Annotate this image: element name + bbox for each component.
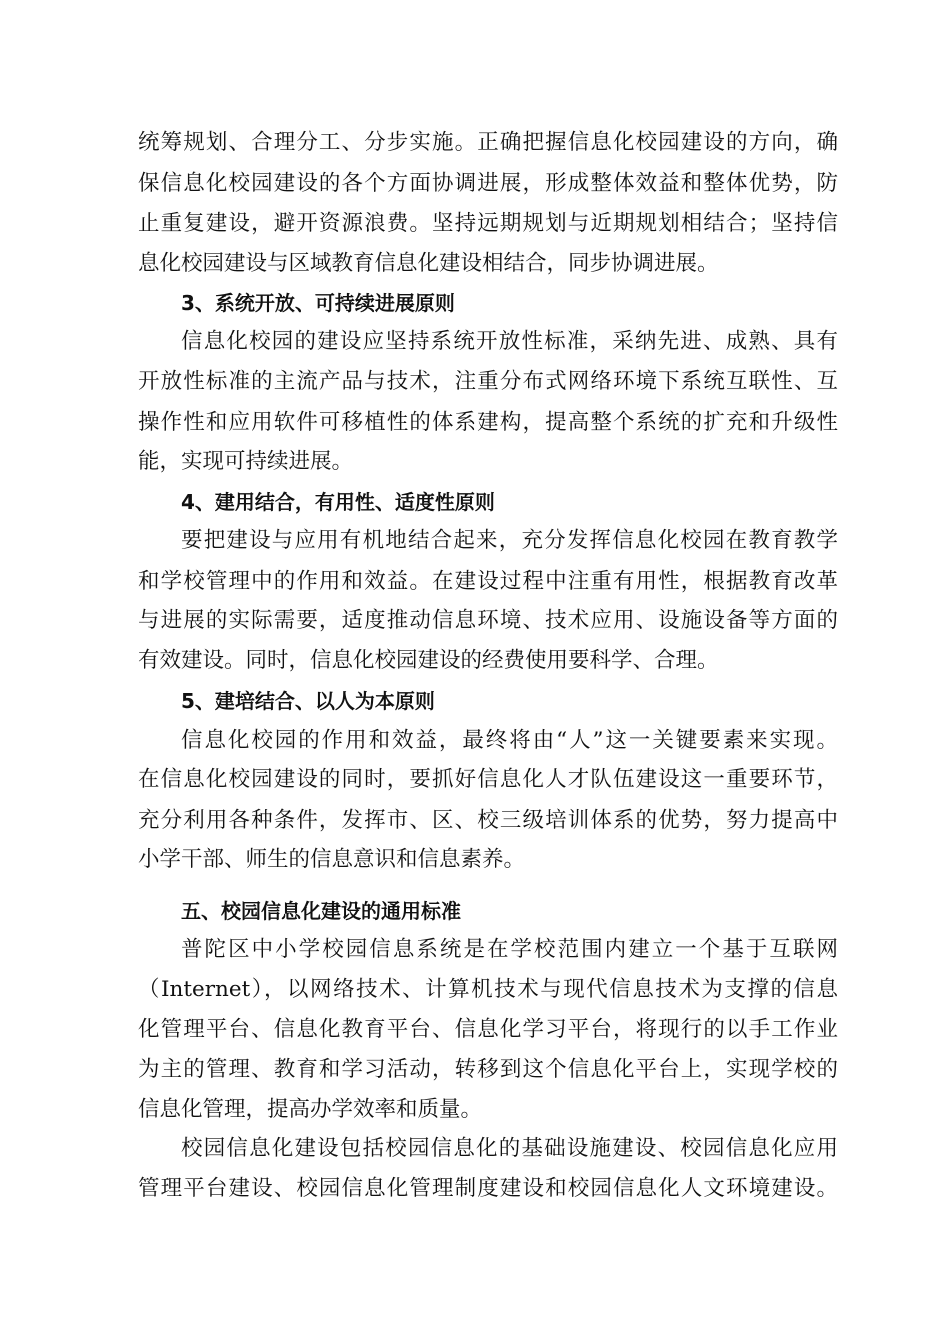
paragraph-line: 开放性标准的主流产品与技术，注重分布式网络环境下系统互联性、互 [138,369,838,394]
paragraph-line: 普陀区中小学校园信息系统是在学校范围内建立一个基于互联网 [181,937,838,962]
section-heading-5: 5、建培结合、以人为本原则 [181,689,435,713]
paragraph-line: 信息化管理，提高办学效率和质量。 [138,1097,483,1122]
paragraph-line: 止重复建设，避开资源浪费。坚持远期规划与近期规划相结合；坚持信 [138,211,838,236]
paragraph-line: 和学校管理中的作用和效益。在建设过程中注重有用性，根据教育改革 [138,569,838,594]
paragraph-line: 与进展的实际需要，适度推动信息环境、技术应用、设施设备等方面的 [138,608,838,633]
paragraph-line: 统筹规划、合理分工、分步实施。正确把握信息化校园建设的方向，确 [138,130,838,155]
paragraph-line: 能，实现可持续进展。 [138,449,354,474]
section-heading-4: 4、建用结合，有用性、适度性原则 [181,490,495,514]
paragraph-line: 有效建设。同时，信息化校园建设的经费使用要科学、合理。 [138,648,719,673]
section-heading-five: 五、校园信息化建设的通用标准 [181,899,461,923]
paragraph-line: 校园信息化建设包括校园信息化的基础设施建设、校园信息化应用 [181,1136,838,1161]
paragraph-line: 保信息化校园建设的各个方面协调进展，形成整体效益和整体优势，防 [138,171,838,196]
paragraph-line: 在信息化校园建设的同时，要抓好信息化人才队伍建设这一重要环节， [138,767,838,792]
paragraph-line: 为主的管理、教育和学习活动，转移到这个信息化平台上，实现学校的 [138,1057,838,1082]
paragraph-line: 管理平台建设、校园信息化管理制度建设和校园信息化人文环境建设。 [138,1176,838,1201]
paragraph-line: 要把建设与应用有机地结合起来，充分发挥信息化校园在教育教学 [181,528,838,553]
paragraph-line: 化管理平台、信息化教育平台、信息化学习平台，将现行的以手工作业 [138,1017,838,1042]
paragraph-line: 信息化校园的作用和效益，最终将由“人”这一关键要素来实现。 [181,728,838,753]
paragraph-line: 息化校园建设与区域教育信息化建设相结合，同步协调进展。 [138,251,719,276]
paragraph-line: 小学干部、师生的信息意识和信息素养。 [138,847,526,872]
section-heading-3: 3、系统开放、可持续进展原则 [181,291,455,315]
paragraph-line: 充分利用各种条件，发挥市、区、校三级培训体系的优势，努力提高中 [138,808,838,833]
paragraph-line: 操作性和应用软件可移植性的体系建构，提高整个系统的扩充和升级性 [138,410,838,435]
paragraph-line: 信息化校园的建设应坚持系统开放性标准，采纳先进、成熟、具有 [181,329,838,354]
paragraph-line: （Internet），以网络技术、计算机技术与现代信息技术为支撑的信息 [138,977,838,1002]
